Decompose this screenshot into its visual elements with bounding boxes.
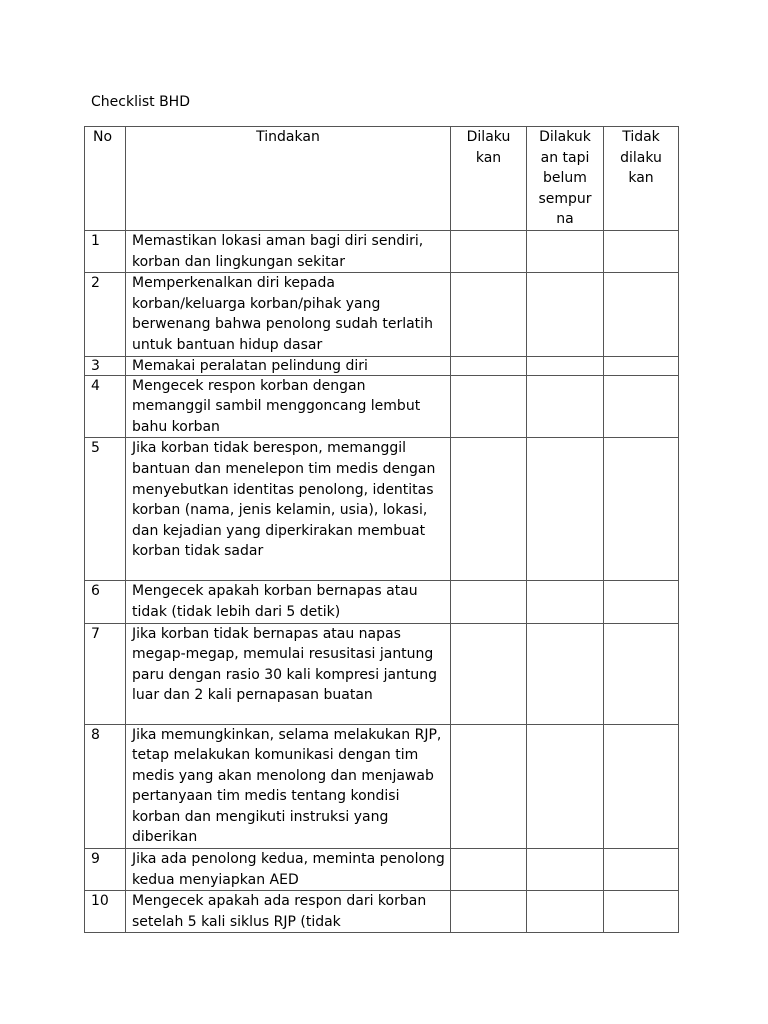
- document-title: Checklist BHD: [91, 94, 190, 110]
- not-done-checkbox-cell[interactable]: [604, 581, 679, 623]
- table-row: [85, 375, 679, 438]
- table-row: [85, 724, 679, 849]
- row-action: Memastikan lokasi aman bagi diri sendiri, korban dan lingkungan sekitar: [126, 230, 451, 272]
- done-checkbox-cell[interactable]: [451, 724, 527, 849]
- row-action: Mengecek apakah ada respon dari korban setelah 5 kali siklus RJP (tidak: [126, 891, 451, 933]
- done-imperfect-checkbox-cell[interactable]: [527, 230, 604, 272]
- done-imperfect-checkbox-cell[interactable]: [527, 623, 604, 724]
- row-number: 2: [85, 273, 126, 356]
- header-not-done-label: Tidak dilaku kan: [620, 129, 662, 187]
- done-imperfect-checkbox-cell[interactable]: [527, 849, 604, 891]
- done-imperfect-checkbox-cell[interactable]: [527, 891, 604, 933]
- row-number: 7: [85, 623, 126, 724]
- done-imperfect-checkbox-cell[interactable]: [527, 356, 604, 375]
- done-checkbox-cell[interactable]: [451, 623, 527, 724]
- row-number: 9: [85, 849, 126, 891]
- done-imperfect-checkbox-cell[interactable]: [527, 581, 604, 623]
- not-done-checkbox-cell[interactable]: [604, 438, 679, 581]
- done-checkbox-cell[interactable]: [451, 891, 527, 933]
- table-header-row: [85, 127, 679, 231]
- row-number: 10: [85, 891, 126, 933]
- done-checkbox-cell[interactable]: [451, 375, 527, 438]
- row-action: Jika ada penolong kedua, meminta penolong kedua menyiapkan AED: [126, 849, 451, 891]
- done-checkbox-cell[interactable]: [451, 273, 527, 356]
- header-no: No: [85, 127, 126, 231]
- table-row: [85, 891, 679, 933]
- not-done-checkbox-cell[interactable]: [604, 849, 679, 891]
- not-done-checkbox-cell[interactable]: [604, 375, 679, 438]
- header-done-label: Dilaku kan: [466, 129, 511, 166]
- row-action: Mengecek apakah korban bernapas atau tidak (tidak lebih dari 5 detik): [126, 581, 451, 623]
- header-action: Tindakan: [126, 127, 451, 231]
- header-done-imperfect: [527, 127, 604, 231]
- done-imperfect-checkbox-cell[interactable]: [527, 273, 604, 356]
- row-number: 8: [85, 724, 126, 849]
- table-row: [85, 623, 679, 724]
- table-row: [85, 581, 679, 623]
- not-done-checkbox-cell[interactable]: [604, 273, 679, 356]
- done-checkbox-cell[interactable]: [451, 230, 527, 272]
- table-row: [85, 356, 679, 375]
- not-done-checkbox-cell[interactable]: [604, 356, 679, 375]
- done-imperfect-checkbox-cell[interactable]: [527, 375, 604, 438]
- row-number: 5: [85, 438, 126, 581]
- done-checkbox-cell[interactable]: [451, 849, 527, 891]
- done-imperfect-checkbox-cell[interactable]: [527, 438, 604, 581]
- row-number: 6: [85, 581, 126, 623]
- table-row: [85, 438, 679, 581]
- done-checkbox-cell[interactable]: [451, 581, 527, 623]
- header-done: [451, 127, 527, 231]
- not-done-checkbox-cell[interactable]: [604, 724, 679, 849]
- done-imperfect-checkbox-cell[interactable]: [527, 724, 604, 849]
- checklist-table: [84, 126, 679, 933]
- row-action: Memakai peralatan pelindung diri: [126, 356, 451, 375]
- header-not-done: [604, 127, 679, 231]
- table-row: [85, 849, 679, 891]
- done-checkbox-cell[interactable]: [451, 438, 527, 581]
- not-done-checkbox-cell[interactable]: [604, 230, 679, 272]
- header-done-imperfect-label: Dilakuk an tapi belum sempur na: [538, 129, 592, 228]
- row-number: 4: [85, 375, 126, 438]
- not-done-checkbox-cell[interactable]: [604, 891, 679, 933]
- row-action: Mengecek respon korban dengan memanggil sambil menggoncang lembut bahu korban: [126, 375, 451, 438]
- row-action: Memperkenalkan diri kepada korban/keluarga korban/pihak yang berwenang bahwa penolong sudah terlatih untuk bantuan hidup dasar: [126, 273, 451, 356]
- row-action: Jika korban tidak bernapas atau napas megap-megap, memulai resusitasi jantung paru dengan rasio 30 kali kompresi jantung luar dan 2 kali pernapasan buatan: [126, 623, 451, 724]
- table-row: [85, 273, 679, 356]
- row-number: 1: [85, 230, 126, 272]
- row-action: Jika korban tidak berespon, memanggil bantuan dan menelepon tim medis dengan menyebutkan identitas penolong, identitas korban (nama, jenis kelamin, usia), lokasi, dan kejadian yang diperkirakan membuat korban tidak sadar: [126, 438, 451, 581]
- not-done-checkbox-cell[interactable]: [604, 623, 679, 724]
- done-checkbox-cell[interactable]: [451, 356, 527, 375]
- row-action: Jika memungkinkan, selama melakukan RJP, tetap melakukan komunikasi dengan tim medis yang akan menolong dan menjawab pertanyaan tim medis tentang kondisi korban dan mengikuti instruksi yang diberikan: [126, 724, 451, 849]
- table-row: [85, 230, 679, 272]
- row-number: 3: [85, 356, 126, 375]
